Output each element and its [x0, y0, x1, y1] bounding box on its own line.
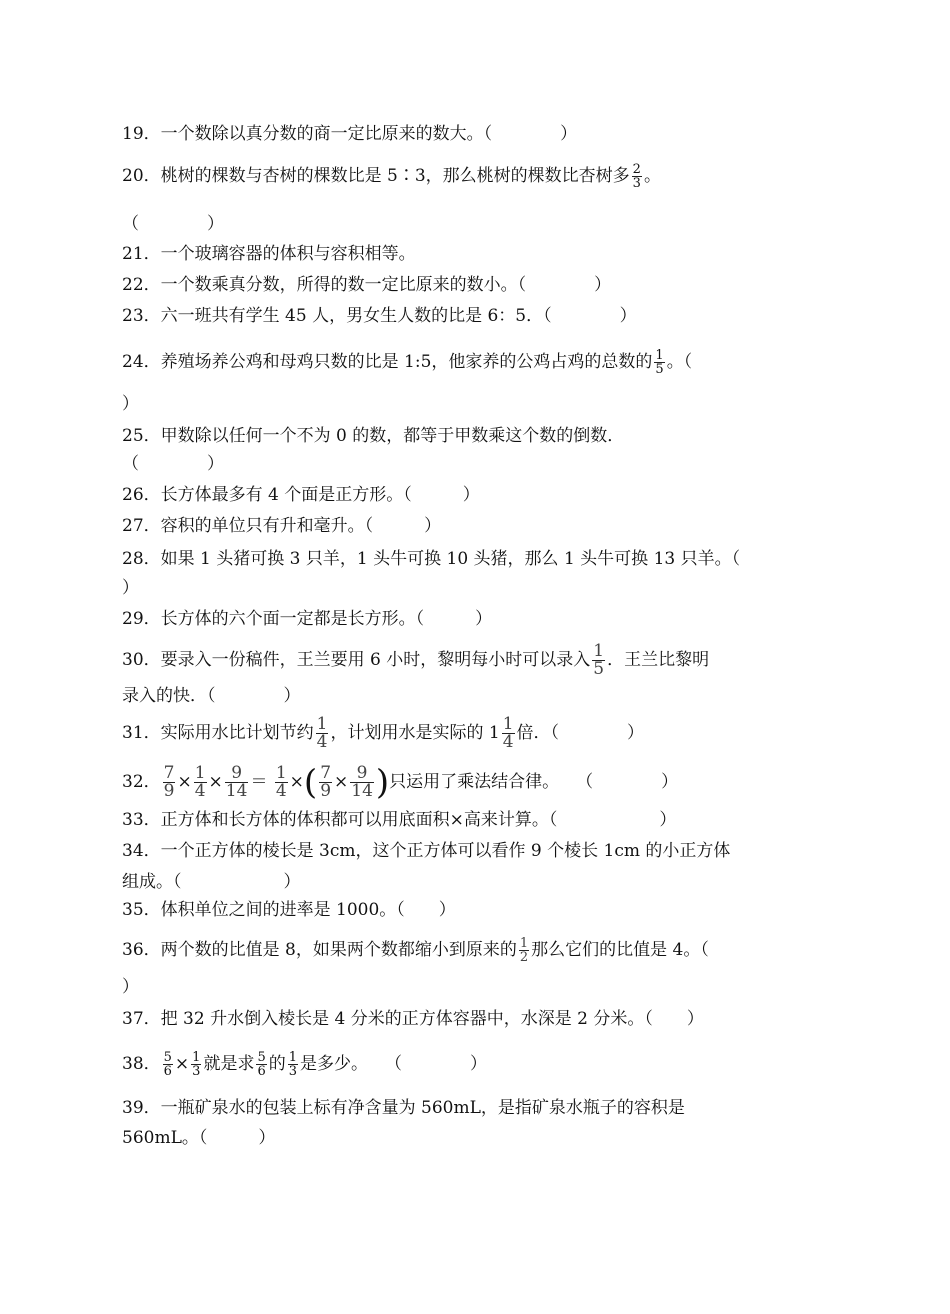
question-27: 27．容积的单位只有升和毫升。（ ）: [122, 516, 442, 536]
fraction: $\frac{1}{2}$: [519, 936, 529, 965]
question-28: 28．如果 1 头猪可换 3 只羊，1 头牛可换 10 头猪，那么 1 头牛可换 13 只羊。（: [122, 549, 741, 569]
question-23: 23．六一班共有学生 45 人，男女生人数的比是 6：5．（ ）: [122, 306, 637, 326]
question-25: 25．甲数除以任何一个不为 0 的数，都等于甲数乘这个数的倒数．: [122, 426, 625, 446]
question-24: 24．养殖场养公鸡和母鸡只数的比是 1:5，他家养的公鸡占鸡的总数的 $\frac{1}{5}$ 。（: [122, 348, 693, 377]
fraction: $\frac{1}{4}$: [316, 714, 328, 752]
question-36: 36．两个数的比值是 8，如果两个数都缩小到原来的 $\frac{1}{2}$ 那么它们的比值是 4。（: [122, 936, 709, 965]
question-32: 32． $\frac{7}{9}$ × $\frac{1}{4}$ × $\frac{9}{14}$ ＝ $\frac{1}{4}$ ×( $\frac{7}{9}$ × $\frac{9}{14}$ )只运用了乘法结合律。 （ ）: [122, 762, 679, 803]
question-35: 35．体积单位之间的进率是 1000。（ ）: [122, 900, 456, 920]
fraction: $\frac{2}{3}$: [632, 162, 641, 191]
question-28-answer: ）: [122, 578, 139, 598]
question-33: 33．正方体和长方体的体积都可以用底面积×高来计算。（ ）: [122, 810, 677, 830]
fraction: $\frac{1}{4}$: [194, 763, 206, 801]
fraction: $\frac{1}{4}$: [275, 763, 287, 801]
question-20: 20．桃树的棵数与杏树的棵数比是 5∶3，那么桃树的棵数比杏树多 $\frac{2}{3}$ 。: [122, 162, 661, 191]
question-21: 21．一个玻璃容器的体积与容积相等。: [122, 244, 416, 264]
fraction: $\frac{9}{14}$: [351, 763, 373, 801]
question-29: 29．长方体的六个面一定都是长方形。（ ）: [122, 609, 493, 629]
question-22: 22．一个数乘真分数，所得的数一定比原来的数小。（ ）: [122, 275, 612, 295]
fraction: $\frac{7}{9}$: [163, 763, 175, 801]
question-38: 38． $\frac{5}{6}$ × $\frac{1}{3}$ 就是求 $\frac{5}{6}$ 的 $\frac{1}{3}$ 是多少。 （ ）: [122, 1050, 488, 1079]
question-36-answer: ）: [122, 977, 139, 997]
fraction: $\frac{1}{4}$: [502, 714, 514, 752]
question-19: 19．一个数除以真分数的商一定比原来的数大。（ ）: [122, 124, 578, 144]
fraction: $\frac{9}{14}$: [225, 763, 248, 801]
question-24-answer: ）: [122, 394, 139, 414]
question-25-answer: （ ）: [122, 454, 224, 474]
fraction: $\frac{5}{6}$: [257, 1050, 266, 1079]
question-39: 39．一瓶矿泉水的包装上标有净含量为 560mL，是指矿泉水瓶子的容积是: [122, 1098, 685, 1118]
fraction: $\frac{1}{5}$: [655, 348, 664, 377]
question-34-answer: 组成。（ ）: [122, 872, 301, 892]
fraction: $\frac{1}{3}$: [192, 1050, 201, 1079]
question-39-answer: 560mL。（ ）: [122, 1128, 276, 1148]
question-31: 31．实际用水比计划节约 $\frac{1}{4}$ ，计划用水是实际的 1 $\frac{1}{4}$ 倍．（ ）: [122, 714, 645, 752]
question-20-answer: （ ）: [122, 214, 224, 234]
question-34: 34．一个正方体的棱长是 3cm，这个正方体可以看作 9 个棱长 1cm 的小正方体: [122, 841, 731, 861]
question-26: 26．长方体最多有 4 个面是正方形。（ ）: [122, 485, 480, 505]
fraction: $\frac{1}{3}$: [288, 1050, 298, 1079]
question-30: 30．要录入一份稿件，王兰要用 6 小时，黎明每小时可以录入 $\frac{1}{5}$ ．王兰比黎明: [122, 641, 710, 679]
fraction: $\frac{5}{6}$: [163, 1050, 172, 1079]
question-30-answer: 录入的快．（ ）: [122, 686, 301, 706]
question-37: 37．把 32 升水倒入棱长是 4 分米的正方体容器中，水深是 2 分米。（ ）: [122, 1009, 704, 1029]
fraction: $\frac{7}{9}$: [320, 763, 332, 801]
fraction: $\frac{1}{5}$: [593, 641, 605, 679]
